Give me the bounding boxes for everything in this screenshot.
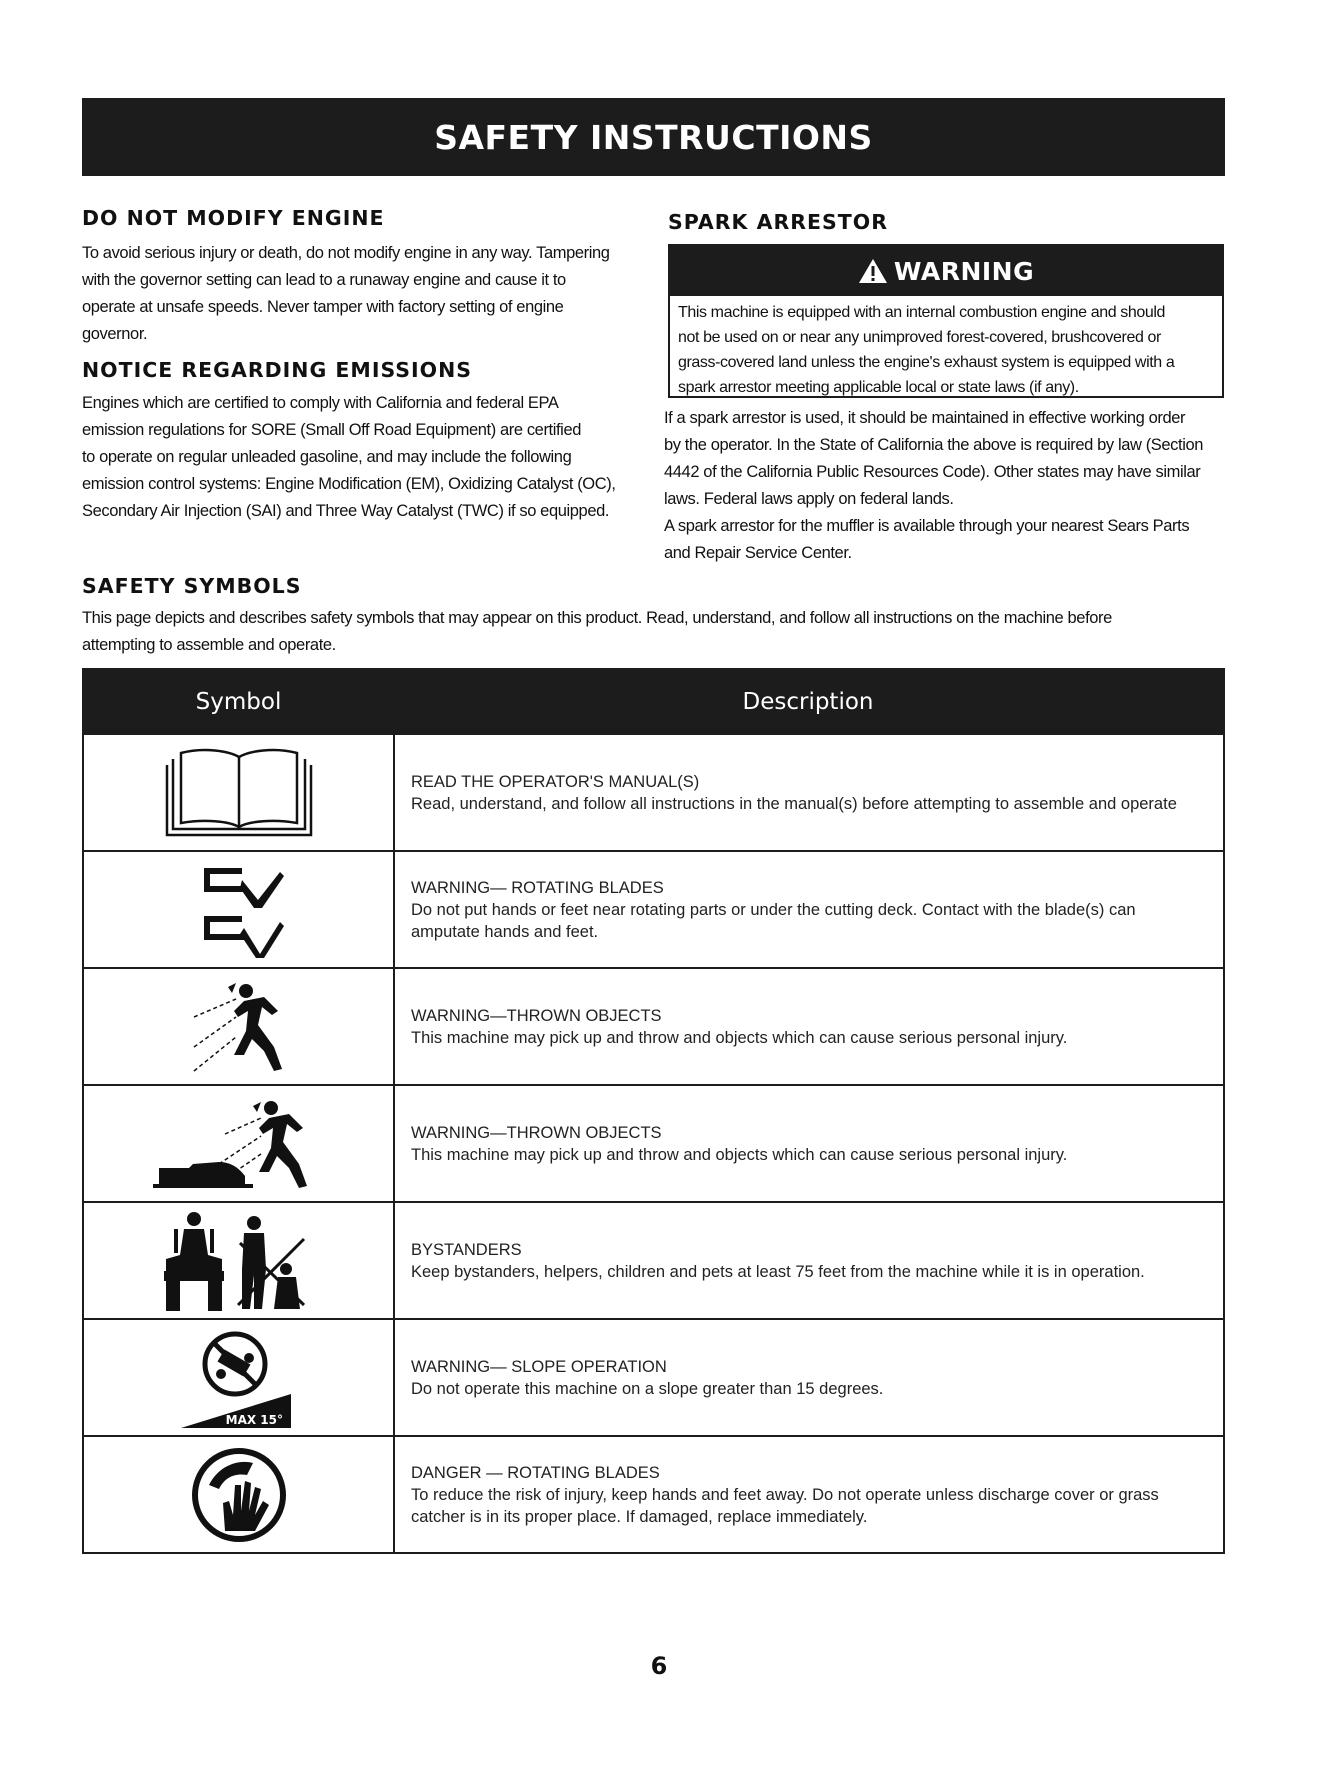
spark-line: A spark arrestor for the muffler is available through your nearest Sears Parts — [664, 517, 1190, 535]
symbol-cell — [84, 1320, 395, 1435]
engine-line: governor. — [82, 325, 148, 343]
emissions-line: emission control systems: Engine Modification (EM), Oxidizing Catalyst (OC), — [82, 475, 616, 493]
engine-line: with the governor setting can lead to a runaway engine and cause it to — [82, 271, 566, 289]
table-row — [84, 1201, 1223, 1318]
warning-box — [668, 244, 1224, 398]
engine-heading: DO NOT MODIFY ENGINE — [82, 206, 385, 230]
description-cell — [395, 969, 1223, 1084]
warning-label: WARNING — [893, 256, 1035, 286]
row-text: Keep bystanders, helpers, children and pets at least 75 feet from the machine while it is in operation. — [411, 1262, 1145, 1281]
table-row — [84, 1318, 1223, 1435]
table-row — [84, 1084, 1223, 1201]
row-title: DANGER — ROTATING BLADES — [411, 1463, 660, 1482]
engine-line: To avoid serious injury or death, do not modify engine in any way. Tampering — [82, 244, 610, 262]
warning-header — [670, 246, 1222, 296]
emissions-line: emission regulations for SORE (Small Off Road Equipment) are certified — [82, 421, 582, 439]
row-text: To reduce the risk of injury, keep hands and feet away. Do not operate unless discharge cover or grass catcher is in its proper place. If damaged, replace immediately. — [411, 1485, 1159, 1526]
page-banner — [82, 98, 1225, 176]
row-title: BYSTANDERS — [411, 1240, 522, 1259]
slope-badge: MAX 15° — [225, 1412, 283, 1427]
spark-line: by the operator. In the State of California the above is required by law (Section — [664, 436, 1204, 454]
table-header — [84, 670, 1223, 733]
row-title: READ THE OPERATOR'S MANUAL(S) — [411, 772, 700, 791]
symbol-cell — [84, 1203, 395, 1318]
symbol-cell — [84, 735, 395, 850]
row-text: This machine may pick up and throw and objects which can cause serious personal injury. — [411, 1028, 1068, 1047]
spark-line: If a spark arrestor is used, it should be maintained in effective working order — [664, 409, 1186, 427]
emissions-text — [82, 390, 642, 525]
bystanders-icon — [154, 1209, 324, 1313]
table-row — [84, 967, 1223, 1084]
spark-line: 4442 of the California Public Resources Code). Other states may have similar — [664, 463, 1201, 481]
thrown-objects-icon — [174, 977, 304, 1077]
row-title: WARNING— SLOPE OPERATION — [411, 1357, 667, 1376]
spark-line: and Repair Service Center. — [664, 544, 852, 562]
description-cell — [395, 1086, 1223, 1201]
engine-text — [82, 240, 642, 348]
warning-line: grass-covered land unless the engine's exhaust system is equipped with a — [678, 354, 1175, 371]
slope-operation-icon — [179, 1326, 299, 1430]
warning-triangle-icon — [858, 258, 888, 284]
row-title: WARNING— ROTATING BLADES — [411, 878, 664, 897]
symbol-cell — [84, 1437, 395, 1552]
emissions-heading: NOTICE REGARDING EMISSIONS — [82, 358, 473, 382]
symbols-intro-line: attempting to assemble and operate. — [82, 636, 336, 654]
row-text: Do not put hands or feet near rotating parts or under the cutting deck. Contact with the blade(s) can amputate hands and feet. — [411, 900, 1136, 941]
description-cell — [395, 852, 1223, 967]
symbol-cell — [84, 969, 395, 1084]
table-row — [84, 850, 1223, 967]
table-row — [84, 733, 1223, 850]
spark-line: laws. Federal laws apply on federal lands. — [664, 490, 954, 508]
emissions-line: Engines which are certified to comply with California and federal EPA — [82, 394, 559, 412]
hand-blade-danger-icon — [189, 1445, 289, 1545]
table-row — [84, 1435, 1223, 1552]
symbols-heading: SAFETY SYMBOLS — [82, 574, 302, 598]
emissions-line: to operate on regular unleaded gasoline, and may include the following — [82, 448, 572, 466]
safety-symbols-table — [82, 668, 1225, 1554]
warning-line: spark arrestor meeting applicable local or state laws (if any). — [678, 379, 1079, 396]
spark-text — [664, 405, 1230, 567]
row-title: WARNING—THROWN OBJECTS — [411, 1006, 662, 1025]
thrown-objects-deck-icon — [149, 1094, 329, 1194]
row-text: Read, understand, and follow all instructions in the manual(s) before attempting to assemble and operate — [411, 794, 1177, 813]
description-cell — [395, 1203, 1223, 1318]
spark-heading: SPARK ARRESTOR — [668, 210, 888, 234]
column-header-symbol: Symbol — [195, 688, 282, 715]
warning-line: This machine is equipped with an internal combustion engine and should — [678, 304, 1165, 321]
emissions-line: Secondary Air Injection (SAI) and Three Way Catalyst (TWC) if so equipped. — [82, 502, 610, 520]
page-number: 6 — [650, 1652, 668, 1680]
rotating-blades-icon — [184, 860, 294, 960]
warning-line: not be used on or near any unimproved forest-covered, brushcovered or — [678, 329, 1161, 346]
row-text: Do not operate this machine on a slope greater than 15 degrees. — [411, 1379, 884, 1398]
column-header-description: Description — [742, 688, 874, 715]
warning-text — [670, 296, 1222, 400]
symbols-intro — [82, 605, 1232, 659]
symbol-cell — [84, 1086, 395, 1201]
symbols-intro-line: This page depicts and describes safety symbols that may appear on this product. Read, understand, and follow all instructions on the machine before — [82, 609, 1112, 627]
banner-title: SAFETY INSTRUCTIONS — [434, 117, 873, 157]
manual-book-icon — [159, 743, 319, 843]
row-text: This machine may pick up and throw and objects which can cause serious personal injury. — [411, 1145, 1068, 1164]
engine-line: operate at unsafe speeds. Never tamper with factory setting of engine — [82, 298, 564, 316]
row-title: WARNING—THROWN OBJECTS — [411, 1123, 662, 1142]
description-cell — [395, 1437, 1223, 1552]
description-cell — [395, 1320, 1223, 1435]
description-cell — [395, 735, 1223, 850]
symbol-cell — [84, 852, 395, 967]
